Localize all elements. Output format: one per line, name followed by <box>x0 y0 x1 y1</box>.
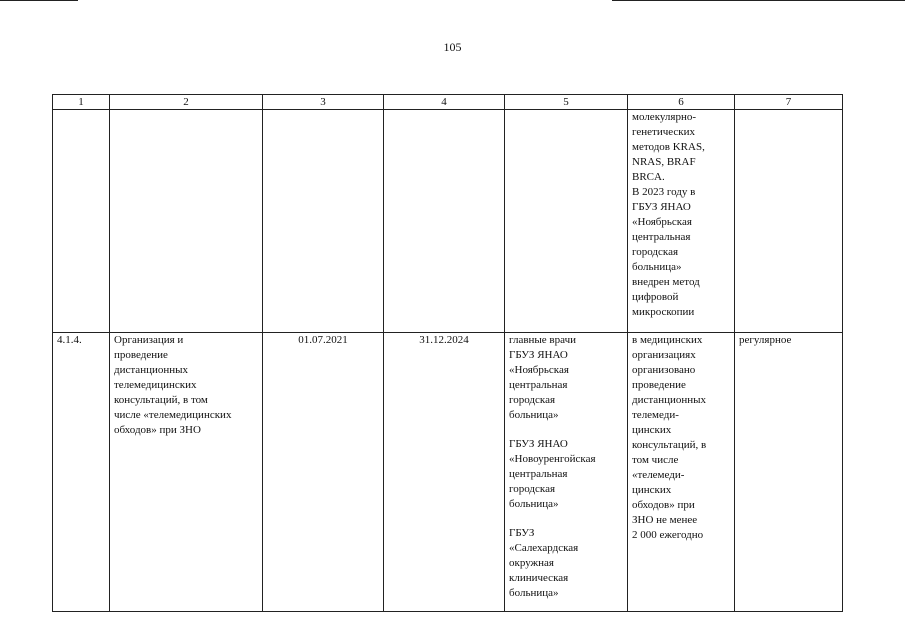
continued-cell-4 <box>384 110 505 333</box>
responsible-3: ГБУЗ «Салехардская окружная клиническая больница» <box>509 527 579 599</box>
row-result: в медицинских организациях организовано проведение дистанционных телемеди- цинских консультаций, в том числе «телемеди- цинских обходов» при ЗНО не менее 2 000 ежегодно <box>628 333 735 612</box>
page-number: 105 <box>443 40 462 54</box>
responsible-2: ГБУЗ ЯНАО «Новоуренгойская центральная городская больница» <box>509 438 596 510</box>
continued-cell-7 <box>735 110 843 333</box>
plan-table <box>52 94 843 612</box>
header-col-7: 7 <box>735 95 843 110</box>
continued-cell-5 <box>505 110 628 333</box>
row-end-date: 31.12.2024 <box>384 333 505 612</box>
responsible-1: главные врачи ГБУЗ ЯНАО «Ноябрьская центральная городская больница» <box>509 334 576 421</box>
continued-cell-2 <box>110 110 263 333</box>
header-col-6: 6 <box>628 95 735 110</box>
continued-row <box>53 110 843 333</box>
header-col-5: 5 <box>505 95 628 110</box>
top-rule-left <box>0 0 78 1</box>
row-start-date: 01.07.2021 <box>263 333 384 612</box>
top-rule-right <box>612 0 905 1</box>
table-row <box>53 333 843 612</box>
row-number: 4.1.4. <box>53 333 110 612</box>
row-periodicity: регулярное <box>735 333 843 612</box>
header-col-4: 4 <box>384 95 505 110</box>
header-col-1: 1 <box>53 95 110 110</box>
continued-cell-1 <box>53 110 110 333</box>
continued-cell-6 <box>628 110 735 333</box>
continued-cell-3 <box>263 110 384 333</box>
row-title: Организация и проведение дистанционных телемедицинских консультаций, в том числе «телемедицинских обходов» при ЗНО <box>110 333 263 612</box>
header-row <box>53 95 843 110</box>
continued-result-text: молекулярно- генетических методов KRAS, NRAS, BRAF BRCA. В 2023 году в ГБУЗ ЯНАО «Ноябрьская центральная городская больница» внедрен метод цифровой микроскопии <box>632 111 705 318</box>
header-col-3: 3 <box>263 95 384 110</box>
row-responsible <box>505 333 628 612</box>
header-col-2: 2 <box>110 95 263 110</box>
